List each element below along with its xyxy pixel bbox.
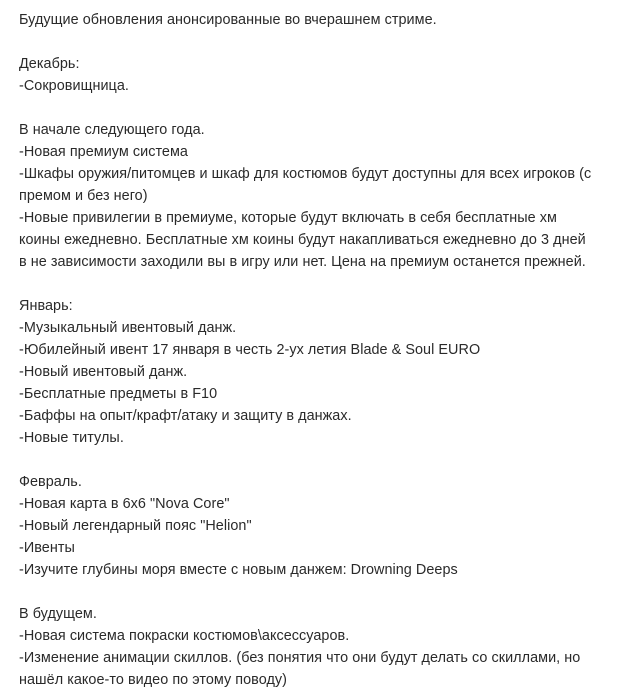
list-item: -Новая премиум система <box>19 144 188 160</box>
list-item-continuation: коины ежедневно. Бесплатные хм коины будут накапливаться ежедневно до 3 дней <box>19 232 586 248</box>
list-item: -Шкафы оружия/питомцев и шкаф для костюмов будут доступны для всех игроков (с <box>19 166 592 182</box>
february-heading: Февраль. <box>19 474 82 490</box>
list-item: -Изменение анимации скиллов. (без понятия что они будут делать со скиллами, но <box>19 650 581 666</box>
paragraph-spacer <box>19 581 629 603</box>
december-heading: Декабрь: <box>19 56 80 72</box>
paragraph-spacer <box>19 273 629 295</box>
list-item: -Новая система покраски костюмов\аксессуаров. <box>19 628 350 644</box>
list-item: -Бесплатные предметы в F10 <box>19 386 218 402</box>
list-item: -Музыкальный ивентовый данж. <box>19 320 237 336</box>
list-item: -Новая карта в 6х6 "Nova Core" <box>19 496 230 512</box>
list-item: -Новые титулы. <box>19 430 124 446</box>
list-item: -Изучите глубины моря вместе с новым данжем: Drowning Deeps <box>19 562 458 578</box>
list-item: -Баффы на опыт/крафт/атаку и защиту в данжах. <box>19 408 352 424</box>
list-item: -Сокровищница. <box>19 78 129 94</box>
next-year-heading: В начале следующего года. <box>19 122 205 138</box>
post-body <box>19 9 629 691</box>
list-item-continuation: премом и без него) <box>19 188 148 204</box>
list-item: -Новые привилегии в премиуме, которые будут включать в себя бесплатные хм <box>19 210 557 226</box>
paragraph-spacer <box>19 449 629 471</box>
post-intro: Будущие обновления анонсированные во вчерашнем стриме. <box>19 12 437 28</box>
list-item: -Новый ивентовый данж. <box>19 364 188 380</box>
list-item-continuation: в не зависимости заходили вы в игру или нет. Цена на премиум останется прежней. <box>19 254 586 270</box>
paragraph-spacer <box>19 31 629 53</box>
list-item: -Юбилейный ивент 17 января в честь 2-ух летия Blade & Soul EURO <box>19 342 481 358</box>
future-heading: В будущем. <box>19 606 97 622</box>
list-item-continuation: нашёл какое-то видео по этому поводу) <box>19 672 287 688</box>
january-heading: Январь: <box>19 298 73 314</box>
list-item: -Ивенты <box>19 540 75 556</box>
list-item: -Новый легендарный пояс "Helion" <box>19 518 252 534</box>
paragraph-spacer <box>19 97 629 119</box>
